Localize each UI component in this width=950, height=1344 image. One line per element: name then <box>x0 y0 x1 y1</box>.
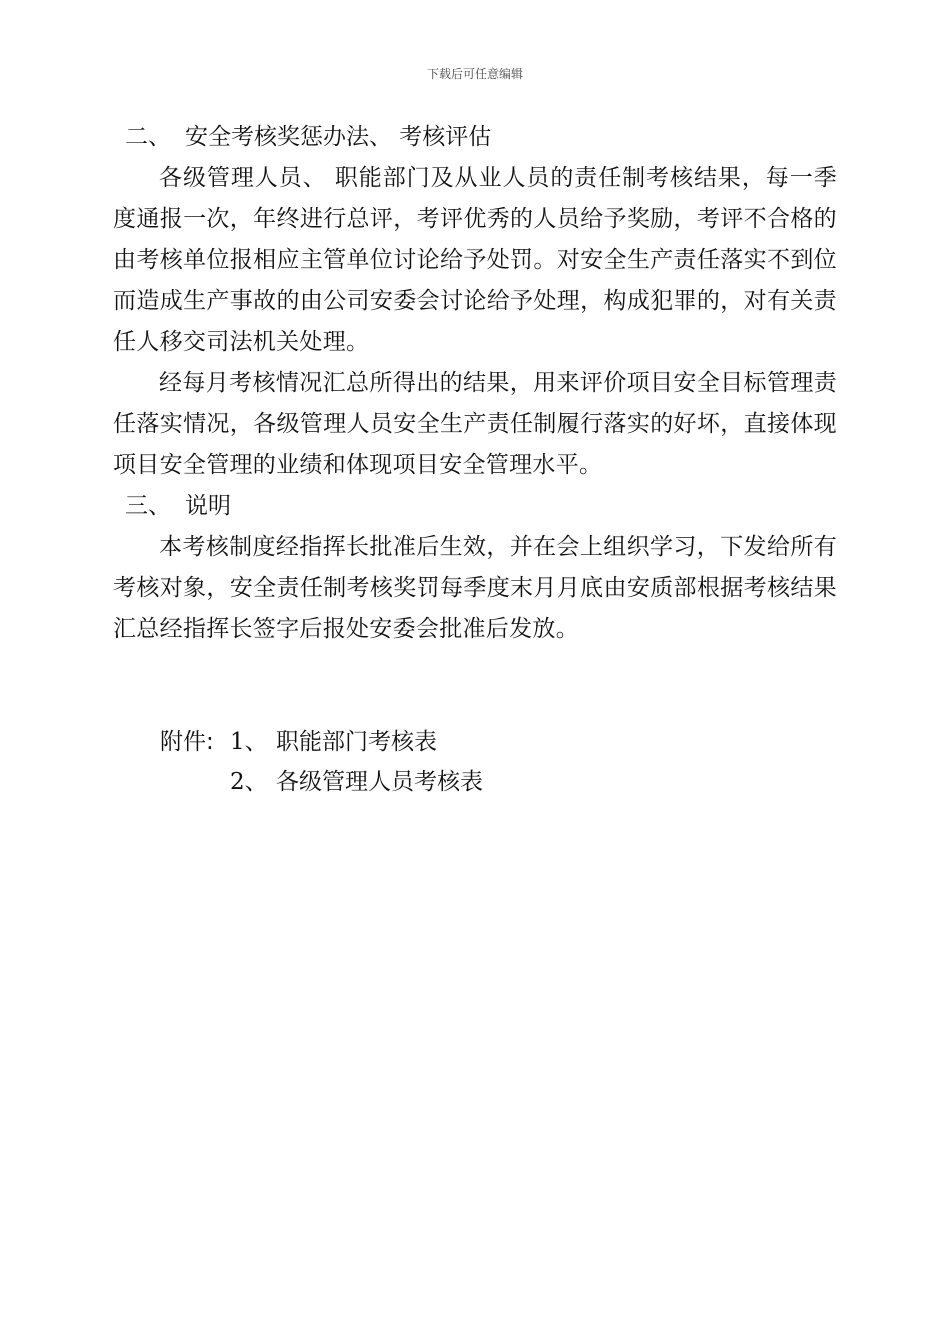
attachment-item <box>160 762 483 802</box>
attachments-list <box>160 722 483 802</box>
attachments-label: 附件: <box>160 729 214 755</box>
section-heading-3 <box>113 486 837 527</box>
attachment-number: 2、 <box>230 769 268 795</box>
paragraph: 经每月考核情况汇总所得出的结果，用来评价项目安全目标管理责任落实情况，各级管理人员安全生产责任制履行落实的好坏，直接体现项目安全管理的业绩和体现项目安全管理水平。 <box>113 370 837 478</box>
document-body <box>113 117 837 650</box>
paragraph: 各级管理人员、 职能部门及从业人员的责任制考核结果，每一季度通报一次，年终进行总评，考评优秀的人员给予奖励，考评不合格的由考核单位报相应主管单位讨论给予处罚。对安全生产责任落实不到位而造成生产事故的由公司安委会讨论给予处理，构成犯罪的，对有关责任人移交司法机关处理。 <box>113 165 837 355</box>
section-title: 安全考核奖惩办法、 考核评估 <box>185 124 492 150</box>
section-number: 二、 <box>125 124 171 150</box>
attachment-title: 职能部门考核表 <box>276 729 437 755</box>
header-note: 下载后可任意编辑 <box>426 67 523 81</box>
paragraph: 本考核制度经指挥长批准后生效，并在会上组织学习，下发给所有考核对象，安全责任制考核奖罚每季度末月月底由安质部根据考核结果汇总经指挥长签字后报处安委会批准后发放。 <box>113 534 837 642</box>
attachment-item <box>160 722 483 762</box>
section-number: 三、 <box>125 493 171 519</box>
section-heading-2 <box>113 117 837 158</box>
attachment-number: 1、 <box>230 729 268 755</box>
section-title: 说明 <box>185 493 231 519</box>
attachment-title: 各级管理人员考核表 <box>276 769 483 795</box>
